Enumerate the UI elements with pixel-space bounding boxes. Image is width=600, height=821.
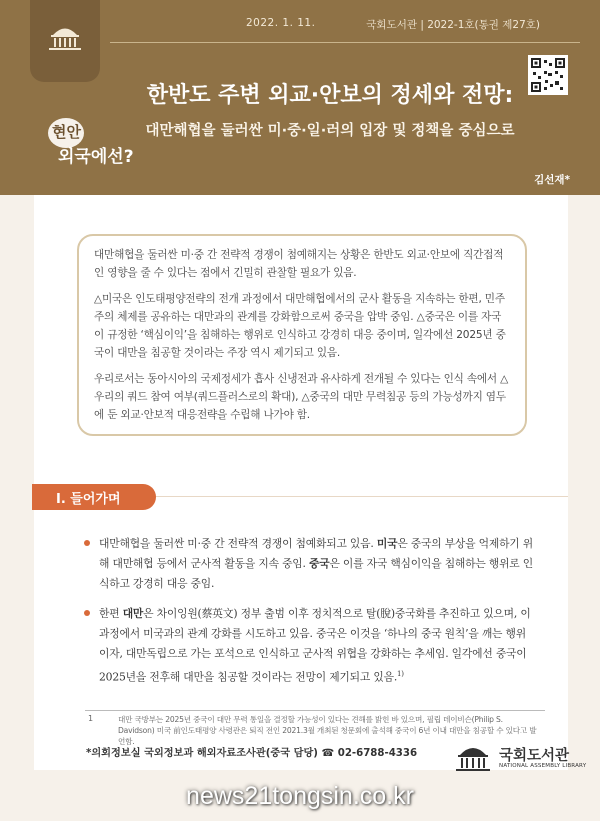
summary-box	[77, 234, 527, 436]
summary-paragraph: 대만해협을 둘러싼 미·중 간 전략적 경쟁이 첨예해지는 상황은 한반도 외교·안보에 직간접적인 영향을 줄 수 있다는 점에서 긴밀히 관찰할 필요가 있음.	[94, 249, 504, 279]
watermark: news21tongsin.co.kr	[186, 782, 414, 810]
section-heading	[32, 484, 156, 510]
section-heading-label: Ⅰ. 들어가며	[56, 492, 121, 507]
footnote-divider	[85, 710, 545, 711]
summary-paragraph: △미국은 인도태평양전략의 전개 과정에서 대만해협에서의 군사 활동을 지속하는 한편, 민주주의 체제를 공유하는 대만과의 관계를 강화함으로써 중국을 압박 중임. △중국은 이를 자국이 규정한 ‘핵심이익’을 침해하는 행위로 인식하고 강경히 대응 중이며, 일각에선 2025년 중국이 대만을 침공할 것이라는 주장 역시 제기되고 있음.	[94, 293, 506, 359]
footer-org-name-en: NATIONAL ASSEMBLY LIBRARY	[499, 763, 587, 769]
national-assembly-library-logo-icon	[452, 741, 494, 773]
series-name: 외국에선?	[58, 147, 134, 167]
list-item	[93, 604, 533, 688]
header-divider	[110, 42, 580, 43]
footnote-text: 대만 국방부는 2025년 중국이 대만 무력 통일을 결정할 가능성이 있다는 견해를 밝힌 바 있으며, 필립 데이비슨(Philip S. Davidson) 미국 前인도태평양 사령관은 퇴직 전인 2021.3월 개최된 청문회에 출석해 중국이 6년 이내 대만을 침공할 수 있다고 발언함.	[118, 715, 537, 746]
report-title: 한반도 주변 외교·안보의 정세와 전망:	[146, 83, 514, 108]
bullet-icon	[84, 610, 90, 616]
issue-info: 국회도서관 | 2022-1호(통권 제27호)	[366, 19, 540, 31]
footnote-ref[interactable]: 1)	[397, 670, 404, 678]
footer-org-name: 국회도서관	[499, 748, 570, 764]
summary-paragraph: 우리로서는 동아시아의 국제정세가 흡사 신냉전과 유사하게 전개될 수 있다는 인식 속에서 △우리의 쿼드 참여 여부(쿼드플러스로의 확대), △중국의 대만 무력침공 등의 가능성까지 염두에 둔 외교·안보적 대응전략을 수립해 나가야 함.	[94, 373, 509, 421]
list-item	[93, 534, 533, 594]
logo-tab	[30, 0, 100, 82]
category-badge-label: 현안	[52, 123, 81, 141]
publication-date: 2022. 1. 11.	[246, 17, 316, 29]
bullet-text: 대만해협을 둘러싼 미·중 간 전략적 경쟁이 첨예화되고 있음. 미국은 중국의 부상을 억제하기 위해 대만해협 등에서 군사적 활동을 지속 중임. 중국은 이를 자국 핵심이익을 침해하는 행위로 인식하고 강경히 대응 중임.	[99, 537, 533, 590]
footnote-number: 1	[88, 714, 94, 723]
report-subtitle: 대만해협을 둘러싼 미·중·일·러의 입장 및 정책을 중심으로	[145, 123, 515, 139]
bullet-text: 한편 대만은 차이잉원(蔡英文) 정부 출범 이후 정치적으로 탈(脫)중국화를 추진하고 있으며, 이 과정에서 미국과의 관계 강화를 시도하고 있음. 중국은 이것을 ‘하나의 중국 원칙’을 깨는 행위이자, 대만독립으로 가는 포석으로 인식하고 군사적 위협을 강화하는 추세임. 일각에선 중국이 2025년을 전후해 대만을 침공할 것이라는 전망이 제기되고 있음.$^{1)}$	[99, 607, 531, 684]
national-assembly-dome-icon	[47, 22, 83, 52]
author: 김선재*	[534, 174, 570, 186]
contact-info: *의회정보실 국외정보과 해외자료조사관(중국 담당) ☎ 02-6788-4336	[86, 748, 418, 759]
bullet-icon	[84, 540, 90, 546]
